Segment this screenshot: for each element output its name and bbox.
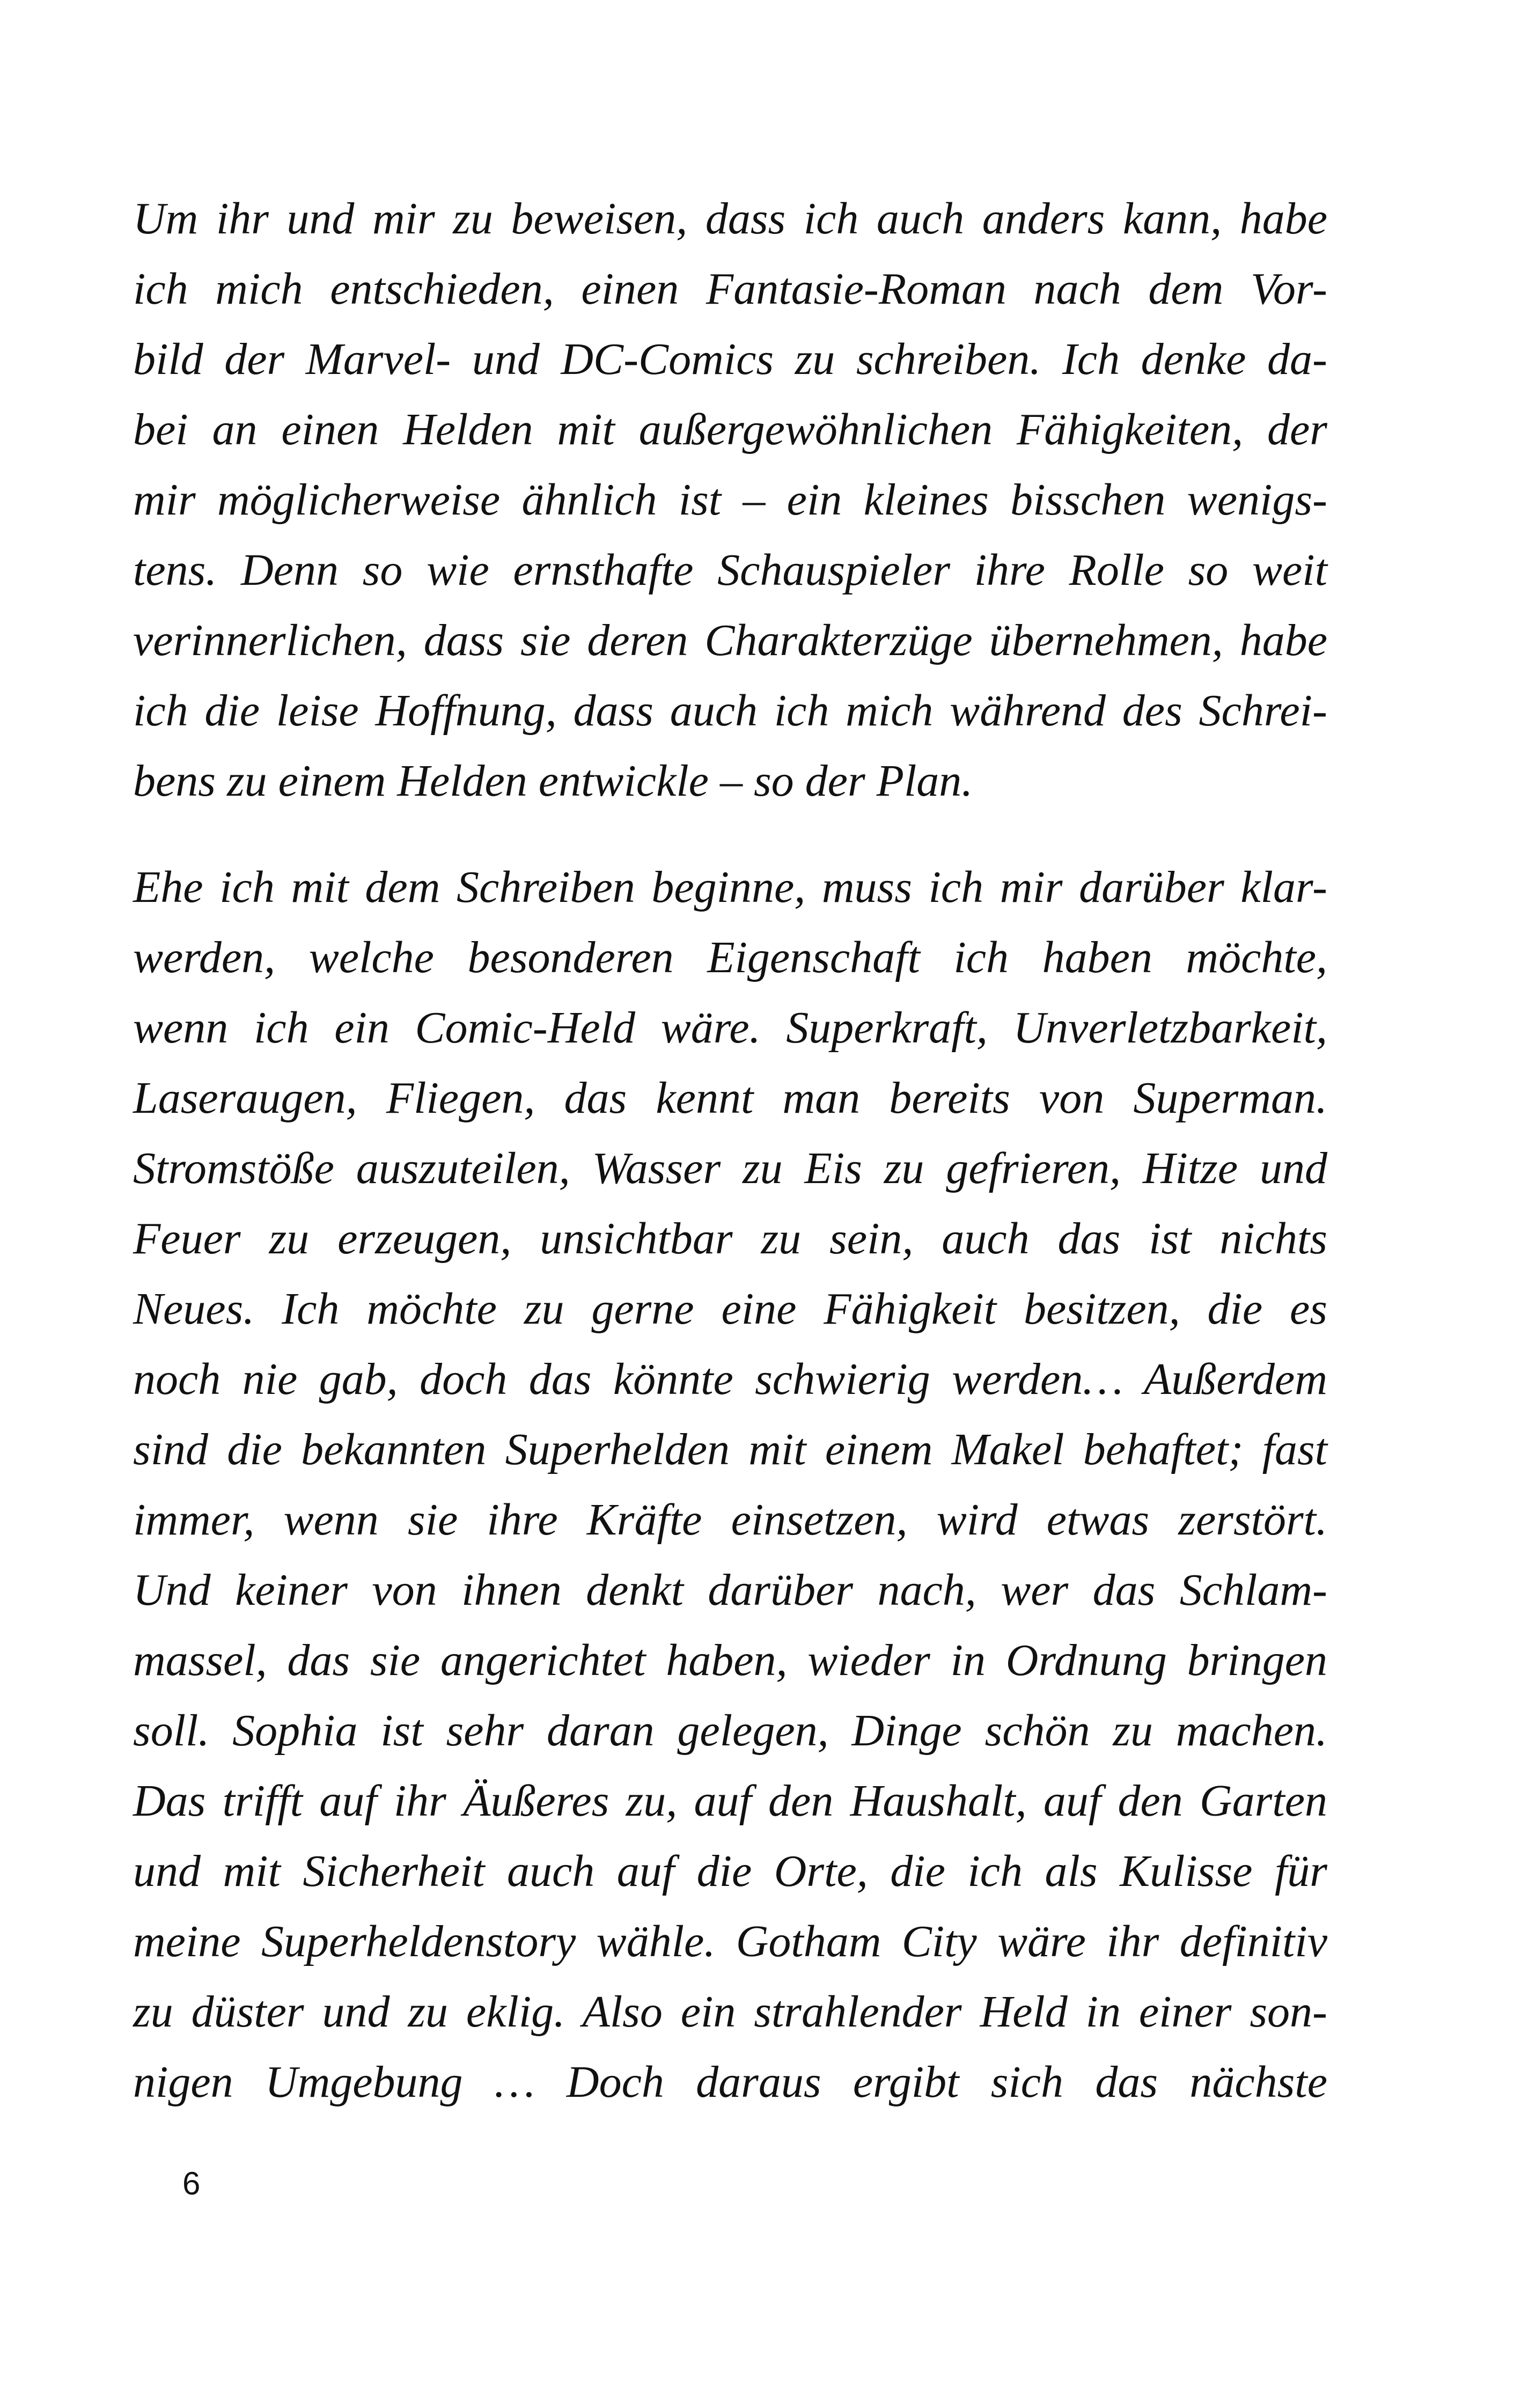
text-line: mir möglicherweise ähnlich ist – ein kleines bisschen wenigs- [133,475,1327,525]
text-line: bens zu einem Helden entwickle – so der Plan. [133,756,973,806]
text-line: Stromstöße auszuteilen, Wasser zu Eis zu gefrieren, Hitze und [133,1143,1327,1193]
text-line: verinnerlichen, dass sie deren Charakterzüge übernehmen, habe [133,615,1327,665]
text-line: noch nie gab, doch das könnte schwierig werden… Außerdem [133,1354,1327,1404]
text-line: bild der Marvel- und DC-Comics zu schreiben. Ich denke da- [133,334,1327,384]
text-line: soll. Sophia ist sehr daran gelegen, Dinge schön zu machen. [133,1706,1327,1756]
text-line: ich die leise Hoffnung, dass auch ich mich während des Schrei- [133,686,1327,736]
text-line: meine Superheldenstory wähle. Gotham City wäre ihr definitiv [133,1917,1327,1966]
text-line: Neues. Ich möchte zu gerne eine Fähigkeit besitzen, die es [133,1284,1327,1334]
text-line: wenn ich ein Comic-Held wäre. Superkraft, Unverletzbarkeit, [133,1003,1327,1053]
page-number: 6 [182,2165,201,2201]
text-line: Ehe ich mit dem Schreiben beginne, muss ich mir darüber klar- [133,862,1327,912]
text-line: sind die bekannten Superhelden mit einem Makel behaftet; fast [133,1425,1327,1474]
text-line: Um ihr und mir zu beweisen, dass ich auch anders kann, habe [133,194,1327,244]
text-line: Das trifft auf ihr Äußeres zu, auf den Haushalt, auf den Garten [133,1776,1327,1826]
text-line: nigen Umgebung … Doch daraus ergibt sich das nächste [133,2057,1327,2107]
text-line: tens. Denn so wie ernsthafte Schauspieler ihre Rolle so weit [133,545,1327,595]
text-line: werden, welche besonderen Eigenschaft ich haben möchte, [133,933,1327,982]
text-line: bei an einen Helden mit außergewöhnlichen Fähigkeiten, der [133,405,1327,454]
text-line: Feuer zu erzeugen, unsichtbar zu sein, auch das ist nichts [133,1214,1327,1264]
text-line: immer, wenn sie ihre Kräfte einsetzen, wird etwas zerstört. [133,1495,1327,1545]
text-line: zu düster und zu eklig. Also ein strahlender Held in einer son- [133,1987,1327,2037]
text-line: Laseraugen, Fliegen, das kennt man bereits von Superman. [133,1073,1327,1123]
text-line: ich mich entschieden, einen Fantasie-Roman nach dem Vor- [133,264,1327,314]
text-line: und mit Sicherheit auch auf die Orte, die ich als Kulisse für [133,1846,1327,1896]
paragraph-2 [133,852,1327,2117]
text-line: Und keiner von ihnen denkt darüber nach, wer das Schlam- [133,1565,1327,1615]
text-line: massel, das sie angerichtet haben, wieder in Ordnung bringen [133,1635,1327,1685]
paragraph-1 [133,183,1327,816]
